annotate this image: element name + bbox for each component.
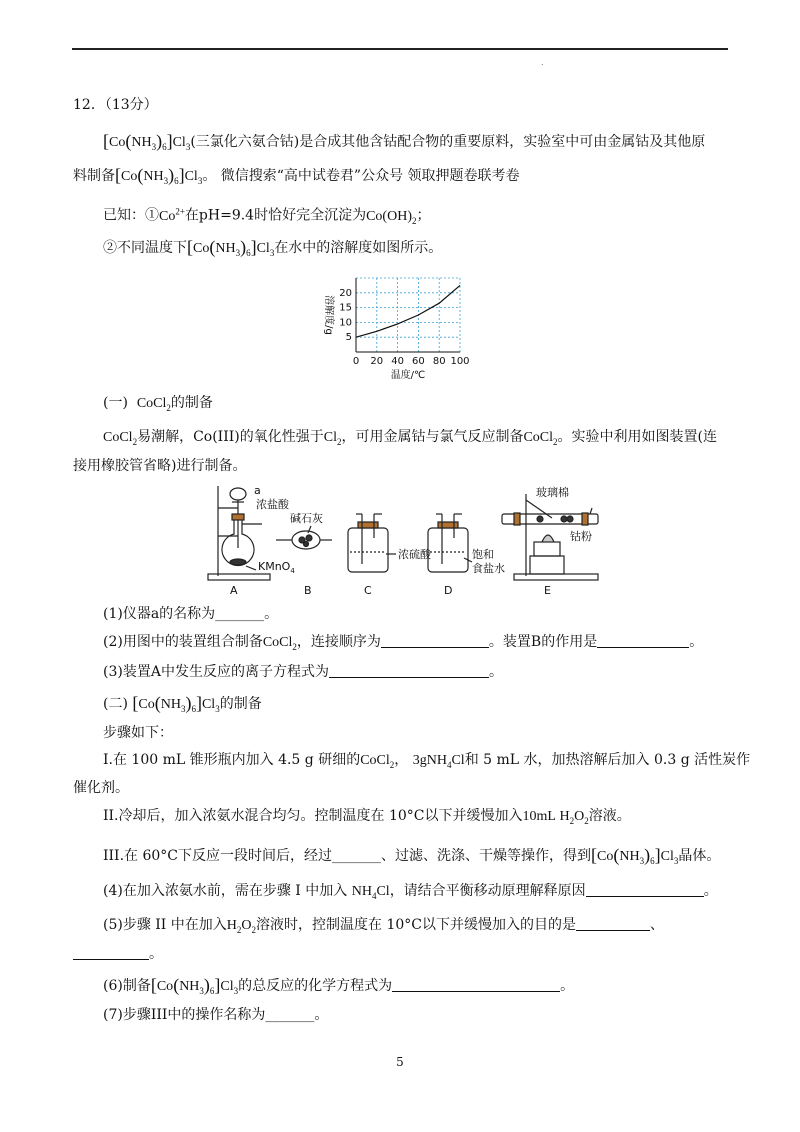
y-tick-label: 20 bbox=[339, 287, 352, 299]
answer-blank[interactable] bbox=[576, 916, 650, 931]
part1-para-2: 接用橡胶管省略)进行制备。 bbox=[73, 458, 247, 474]
answer-blank[interactable] bbox=[597, 633, 689, 648]
label-cobalt: 钴粉 bbox=[570, 530, 592, 543]
label-hcl: 浓盐酸 bbox=[256, 498, 289, 511]
letter-e: E bbox=[544, 584, 551, 597]
q5-cont: 。 bbox=[73, 944, 800, 964]
letter-b: B bbox=[304, 584, 312, 597]
solubility-chart bbox=[312, 270, 492, 390]
q7: (7)步骤III中的操作名称为_______。 bbox=[103, 1007, 329, 1023]
apparatus-diagram bbox=[196, 478, 616, 598]
known-1: 已知：$①Co^{2+}$在pH=9.4时恰好完全沉淀为$Co(OH)_2$； bbox=[103, 206, 431, 226]
x-tick-label: 20 bbox=[370, 356, 384, 367]
label-a: a bbox=[254, 484, 261, 497]
intro-line-2: 料制备$[Co(NH_3)_6]Cl_3$。 微信搜索“高中试卷君”公众号 领取押题卷联考卷 bbox=[73, 165, 520, 186]
y-axis-label: 溶解度/g bbox=[323, 295, 334, 335]
y-tick-label: 5 bbox=[345, 332, 352, 344]
answer-blank[interactable] bbox=[329, 663, 489, 678]
label-h2so4: 浓硫酸 bbox=[398, 548, 431, 561]
label-soda-lime: 碱石灰 bbox=[290, 512, 323, 525]
header-rule bbox=[72, 48, 728, 50]
y-tick-label: 10 bbox=[339, 317, 352, 329]
label-kmno4: KMnO$_4$ bbox=[258, 560, 295, 575]
cobalt-hydroxide: $Co(OH)_2$ bbox=[366, 208, 417, 226]
q4: (4)在加入浓氨水前，需在步骤 I 中加入 $NH_4Cl$，请结合平衡移动原理解释原因 。 bbox=[103, 883, 718, 901]
y-tick-label: 15 bbox=[339, 302, 352, 314]
compound-formula: $[Co(NH_3)_6]Cl_3$ bbox=[187, 237, 275, 258]
compound-formula: $[Co(NH_3)_6]Cl_3$ bbox=[115, 165, 203, 186]
page-number: 5 bbox=[396, 1055, 404, 1069]
step-2: II.冷却后，加入浓氨水混合均匀。控制温度在 10°C以下并缓慢加入10mL $H_2O_2$溶液。 bbox=[103, 808, 631, 826]
q6: (6)制备$[Co(NH_3)_6]Cl_3$的总反应的化学方程式为 。 bbox=[103, 975, 575, 996]
x-axis-label: 温度/℃ bbox=[390, 370, 426, 381]
question-number: 12．（13分） bbox=[73, 97, 158, 113]
step-1-cont: 催化剂。 bbox=[73, 780, 129, 796]
label-brine-1: 饱和 bbox=[472, 548, 494, 561]
answer-blank[interactable] bbox=[381, 633, 489, 648]
q1: (1)仪器a的名称为_______。 bbox=[103, 606, 279, 622]
letter-c: C bbox=[364, 584, 372, 597]
x-tick-label: 60 bbox=[412, 356, 425, 367]
part2-title: (二) $[Co(NH_3)_6]Cl_3$的制备 bbox=[103, 693, 262, 714]
x-tick-label: 0 bbox=[352, 356, 360, 367]
part1-title: (一) CoCl$_2$的制备 bbox=[103, 395, 213, 413]
compound-formula: $[Co(NH_3)_6]Cl_3$ bbox=[103, 131, 191, 152]
known-2: ②不同温度下$[Co(NH_3)_6]Cl_3$在水中的溶解度如图所示。 bbox=[103, 237, 443, 258]
q2: (2)用图中的装置组合制备CoCl$_2$，连接顺序为 。装置B的作用是 。 bbox=[103, 634, 704, 652]
steps-title: 步骤如下： bbox=[103, 725, 173, 741]
answer-blank[interactable] bbox=[586, 882, 704, 897]
step-1: I.在 100 mL 锥形瓶内加入 4.5 g 研细的CoCl$_2$， 3gNH$_4$Cl和 5 mL 水，加热溶解后加入 0.3 g 活性炭作 bbox=[103, 752, 751, 770]
intro-line-1: $[Co(NH_3)_6]Cl_3$(三氯化六氨合钴)是合成其他含钴配合物的重要原料，实验室中可由金属钴及其他原 bbox=[103, 131, 706, 152]
x-tick-label: 80 bbox=[432, 356, 446, 367]
letter-d: D bbox=[444, 584, 453, 597]
x-tick-label: 100 bbox=[450, 356, 470, 367]
q5: (5)步骤 II 中在加入$H_2O_2$溶液时，控制温度在 10°C以下并缓慢加入的目的是 、 bbox=[103, 917, 665, 935]
answer-blank[interactable] bbox=[392, 977, 560, 992]
q3: (3)装置A中发生反应的离子方程式为 。 bbox=[103, 664, 503, 680]
cobalt-ion: $Co^{2+}$ bbox=[159, 206, 185, 224]
letter-a: A bbox=[230, 584, 238, 597]
label-glass-wool: 玻璃棉 bbox=[536, 486, 569, 499]
label-brine-2: 食盐水 bbox=[472, 562, 505, 575]
answer-blank[interactable] bbox=[73, 945, 149, 960]
part1-para-1: CoCl$_2$易潮解，Co(III)的氧化性强于$Cl_2$，可用金属钴与氯气反应制备CoCl$_2$。实验中利用如图装置(连 bbox=[103, 429, 718, 447]
header-mark: . bbox=[541, 58, 544, 67]
step-3: III.在 60°C下反应一段时间后，经过_______、过滤、洗涤、干燥等操作，得到$[Co(NH_3)_6]Cl_3$晶体。 bbox=[103, 845, 721, 866]
x-tick-label: 40 bbox=[391, 356, 404, 367]
